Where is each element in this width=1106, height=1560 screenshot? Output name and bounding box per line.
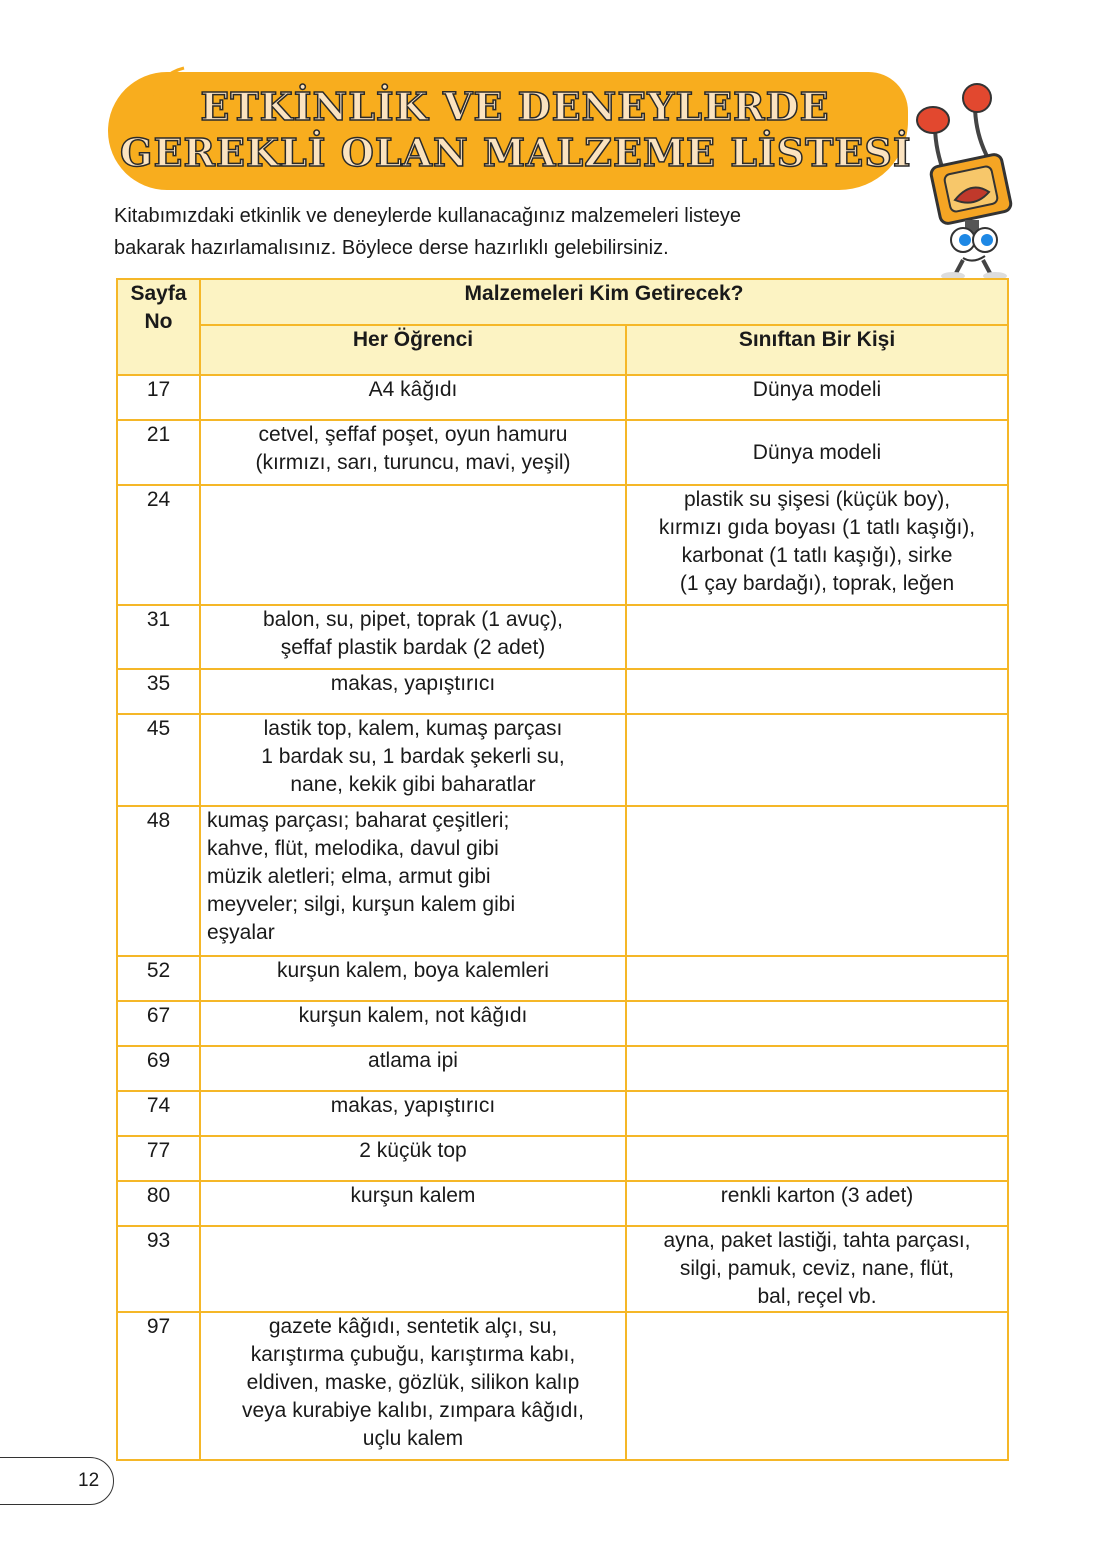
student-item-line: 1 bardak su, 1 bardak şekerli su, — [261, 745, 565, 768]
student-item-line: balon, su, pipet, toprak (1 avuç), — [263, 608, 563, 631]
class-items-cell — [626, 1136, 1008, 1181]
title-line-2: GEREKLİ OLAN MALZEME LİSTESİ — [120, 130, 912, 175]
table-row — [117, 1136, 1008, 1181]
class-items-cell — [626, 714, 1008, 806]
student-items-cell — [200, 669, 626, 714]
table-row — [117, 669, 1008, 714]
class-items-cell — [626, 375, 1008, 420]
table-row — [117, 1001, 1008, 1046]
student-items-cell — [200, 956, 626, 1001]
intro-paragraph — [114, 200, 914, 264]
student-item-line: karıştırma çubuğu, karıştırma kabı, — [250, 1343, 576, 1366]
page-number-cell: 67 — [117, 1001, 200, 1046]
student-item-line: lastik top, kalem, kumaş parçası — [263, 717, 563, 740]
title-line-1: ETKİNLİK VE DENEYLERDE — [200, 84, 830, 129]
class-items-cell — [626, 1046, 1008, 1091]
student-item-line: meyveler; silgi, kurşun kalem gibi — [207, 893, 516, 916]
table-row — [117, 485, 1008, 605]
student-items-cell — [200, 1226, 626, 1312]
student-item-line: atlama ipi — [368, 1049, 458, 1072]
student-items-cell — [200, 1312, 626, 1460]
class-item-line: kırmızı gıda boyası (1 tatlı kaşığı), — [658, 516, 976, 539]
class-items-cell — [626, 956, 1008, 1001]
student-item-line: kurşun kalem, not kâğıdı — [298, 1004, 528, 1027]
student-items-cell — [200, 1046, 626, 1091]
class-items-cell — [626, 806, 1008, 956]
student-item-line: kurşun kalem — [350, 1184, 476, 1207]
table-row — [117, 956, 1008, 1001]
page-number: 12 — [78, 1470, 100, 1491]
student-item-line: müzik aletleri; elma, armut gibi — [207, 865, 491, 888]
student-item-line: veya kurabiye kalıbı, zımpara kâğıdı, — [242, 1399, 584, 1422]
table-row — [117, 1046, 1008, 1091]
table-row — [117, 420, 1008, 485]
page-number-cell: 69 — [117, 1046, 200, 1091]
class-item-line: Dünya modeli — [752, 378, 882, 401]
class-item-line: Dünya modeli — [752, 440, 882, 464]
class-item-line: silgi, pamuk, ceviz, nane, flüt, — [679, 1257, 955, 1280]
student-items-cell — [200, 605, 626, 669]
student-item-line: gazete kâğıdı, sentetik alçı, su, — [268, 1315, 558, 1338]
student-items-cell — [200, 1181, 626, 1226]
class-items-cell — [626, 669, 1008, 714]
student-item-line: eşyalar — [207, 921, 275, 944]
class-item-line: bal, reçel vb. — [757, 1285, 877, 1308]
page-number-cell: 74 — [117, 1091, 200, 1136]
student-item-line: A4 kâğıdı — [368, 378, 458, 401]
page-number-cell: 31 — [117, 605, 200, 669]
class-items-cell — [626, 1091, 1008, 1136]
header-each-student: Her Öğrenci — [200, 325, 626, 375]
intro-line-2: bakarak hazırlamalısınız. Böylece derse hazırlıklı gelebilirsiniz. — [114, 237, 669, 259]
class-item-line: renkli karton (3 adet) — [720, 1184, 914, 1207]
class-items-cell — [626, 1181, 1008, 1226]
header-one-from-class: Sınıftan Bir Kişi — [626, 325, 1008, 375]
page-number-cell: 24 — [117, 485, 200, 605]
student-items-cell — [200, 1136, 626, 1181]
materials-table — [116, 278, 1009, 1461]
student-item-line: makas, yapıştırıcı — [330, 1094, 496, 1117]
student-item-line: kahve, flüt, melodika, davul gibi — [207, 837, 499, 860]
student-items-cell — [200, 806, 626, 956]
table-row — [117, 1226, 1008, 1312]
header-no-line: No — [144, 310, 173, 333]
student-item-line: şeffaf plastik bardak (2 adet) — [280, 636, 546, 659]
page-number-cell: 21 — [117, 420, 200, 485]
class-items-cell — [626, 1312, 1008, 1460]
page-number-cell: 45 — [117, 714, 200, 806]
class-items-cell — [626, 1001, 1008, 1046]
class-items-cell — [626, 605, 1008, 669]
student-items-cell — [200, 375, 626, 420]
table-row — [117, 806, 1008, 956]
page-number-cell: 77 — [117, 1136, 200, 1181]
table-row — [117, 714, 1008, 806]
page-number-cell: 93 — [117, 1226, 200, 1312]
student-items-cell — [200, 485, 626, 605]
class-item-line: karbonat (1 tatlı kaşığı), sirke — [681, 544, 953, 567]
header-sayfa-line: Sayfa — [130, 282, 187, 305]
class-items-cell — [626, 420, 1008, 485]
student-item-line: kumaş parçası; baharat çeşitleri; — [207, 809, 510, 832]
page-number-cell: 48 — [117, 806, 200, 956]
table-row — [117, 1181, 1008, 1226]
student-item-line: (kırmızı, sarı, turuncu, mavi, yeşil) — [255, 451, 571, 474]
table-row — [117, 1091, 1008, 1136]
student-items-cell — [200, 420, 626, 485]
page-number-cell: 52 — [117, 956, 200, 1001]
student-item-line: uçlu kalem — [362, 1427, 464, 1450]
student-item-line: 2 küçük top — [359, 1139, 467, 1162]
header-page-number — [117, 279, 200, 375]
student-item-line: kurşun kalem, boya kalemleri — [277, 959, 549, 982]
page-title — [120, 84, 910, 176]
page-number-cell: 17 — [117, 375, 200, 420]
header-who-brings: Malzemeleri Kim Getirecek? — [200, 279, 1008, 325]
mascot-character-icon — [905, 80, 1035, 280]
student-items-cell — [200, 714, 626, 806]
class-items-cell — [626, 1226, 1008, 1312]
student-items-cell — [200, 1091, 626, 1136]
class-item-line: plastik su şişesi (küçük boy), — [683, 488, 951, 511]
class-items-cell — [626, 485, 1008, 605]
intro-line-1: Kitabımızdaki etkinlik ve deneylerde kullanacağınız malzemeleri listeye — [114, 205, 741, 227]
table-body — [117, 375, 1008, 1460]
table-row — [117, 375, 1008, 420]
table-row — [117, 605, 1008, 669]
student-item-line: eldiven, maske, gözlük, silikon kalıp — [246, 1371, 580, 1394]
table-row — [117, 1312, 1008, 1460]
page-number-cell: 35 — [117, 669, 200, 714]
page-number-cell: 80 — [117, 1181, 200, 1226]
student-items-cell — [200, 1001, 626, 1046]
student-item-line: makas, yapıştırıcı — [330, 672, 496, 695]
student-item-line: cetvel, şeffaf poşet, oyun hamuru — [258, 423, 568, 446]
class-item-line: ayna, paket lastiği, tahta parçası, — [663, 1229, 971, 1252]
class-item-line: (1 çay bardağı), toprak, leğen — [679, 572, 955, 595]
page-number-cell: 97 — [117, 1312, 200, 1460]
student-item-line: nane, kekik gibi baharatlar — [290, 773, 536, 796]
